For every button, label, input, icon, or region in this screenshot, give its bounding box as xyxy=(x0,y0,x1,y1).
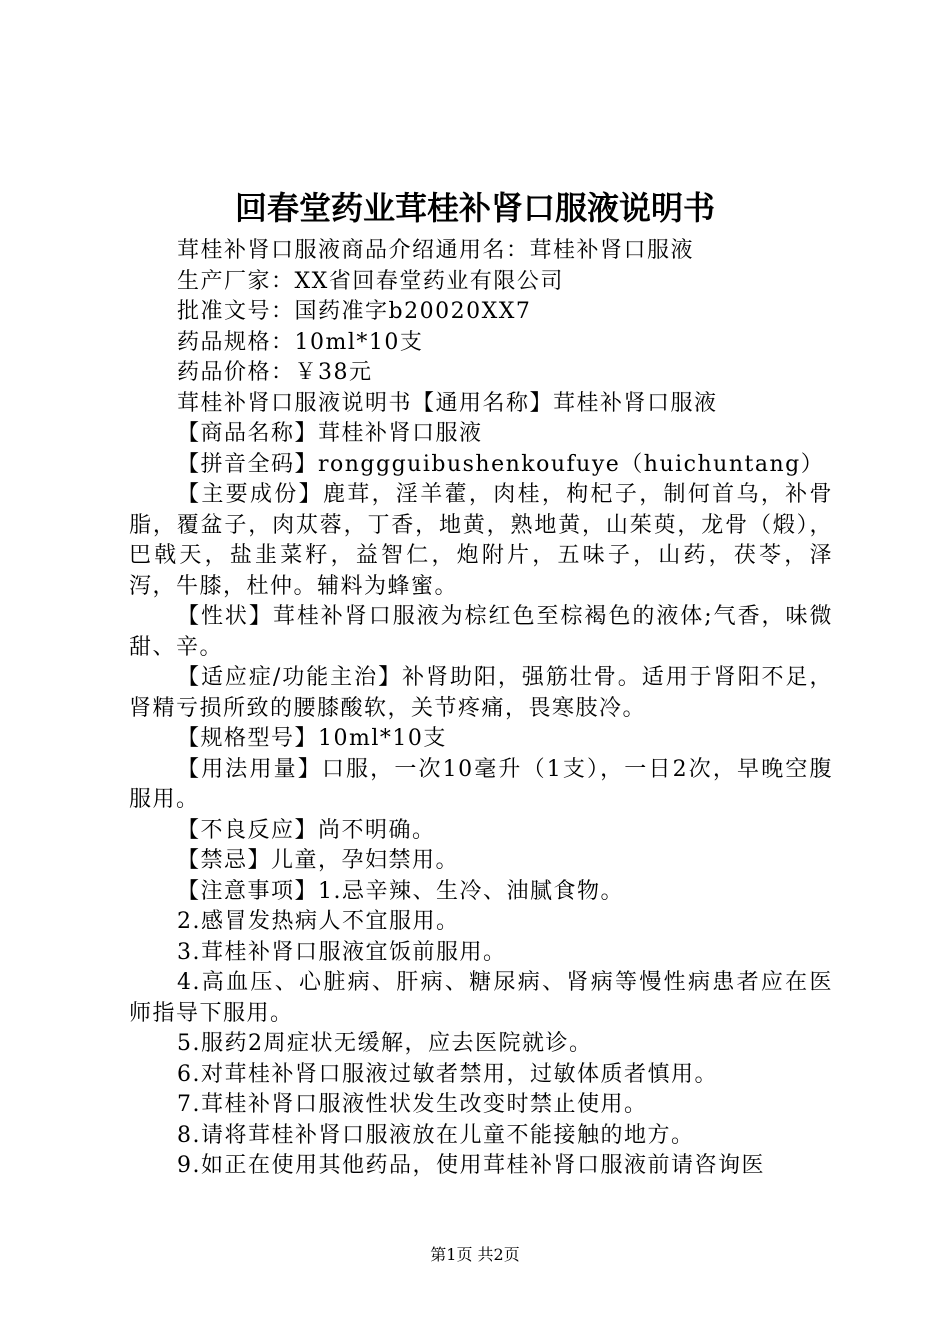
paragraph: 【商品名称】茸桂补肾口服液 xyxy=(177,421,483,446)
page-footer: 第1页 共2页 xyxy=(430,1245,520,1264)
paragraph: 【禁忌】儿童，孕妇禁用。 xyxy=(177,848,460,873)
paragraph: 【规格型号】10ml*10支 xyxy=(177,726,447,751)
paragraph: 药品价格：￥38元 xyxy=(177,360,373,385)
paragraph: 【注意事项】1.忌辛辣、生冷、油腻食物。 xyxy=(177,878,624,904)
paragraph: 6.对茸桂补肾口服液过敏者禁用，过敏体质者慎用。 xyxy=(177,1061,718,1087)
paragraph: 8.请将茸桂补肾口服液放在儿童不能接触的地方。 xyxy=(177,1122,695,1148)
paragraph: 茸桂补肾口服液说明书【通用名称】茸桂补肾口服液 xyxy=(177,390,718,416)
paragraph: 【性状】茸桂补肾口服液为棕红色至棕褐色的液体;气香，味微甜、辛。 xyxy=(129,604,833,660)
paragraph: 3.茸桂补肾口服液宜饭前服用。 xyxy=(177,939,507,965)
document-body xyxy=(129,236,833,1182)
paragraph: 9.如正在使用其他药品，使用茸桂补肾口服液前请咨询医 xyxy=(177,1153,765,1178)
paragraph: 4.高血压、心脏病、肝病、糖尿病、肾病等慢性病患者应在医师指导下服用。 xyxy=(129,970,833,1026)
paragraph: 【适应症/功能主治】补肾助阳，强筋壮骨。适用于肾阳不足，肾精亏损所致的腰膝酸软，关节疼痛，畏寒肢冷。 xyxy=(129,665,833,721)
paragraph: 【不良反应】尚不明确。 xyxy=(177,817,436,843)
paragraph: 【主要成份】鹿茸，淫羊藿，肉桂，枸杞子，制何首乌，补骨脂，覆盆子，肉苁蓉，丁香，地黄，熟地黄，山茱萸，龙骨（煅），巴戟天，盐韭菜籽，益智仁，炮附片，五味子，山药，茯苓，泽泻，牛膝，杜仲。辅料为蜂蜜。 xyxy=(129,482,833,599)
document-title: 回春堂药业茸桂补肾口服液说明书 xyxy=(234,189,715,227)
paragraph: 5.服药2周症状无缓解，应去医院就诊。 xyxy=(177,1031,593,1056)
paragraph: 【拼音全码】ronggguibushenkoufuye（huichuntang） xyxy=(177,451,825,477)
paragraph: 7.茸桂补肾口服液性状发生改变时禁止使用。 xyxy=(177,1092,648,1117)
paragraph: 生产厂家：XX省回春堂药业有限公司 xyxy=(177,268,564,294)
paragraph: 2.感冒发热病人不宜服用。 xyxy=(177,909,460,934)
paragraph: 批准文号：国药准字b20020XX7 xyxy=(177,299,532,324)
paragraph: 茸桂补肾口服液商品介绍通用名：茸桂补肾口服液 xyxy=(177,238,695,263)
paragraph: 【用法用量】口服，一次10毫升（1支），一日2次，早晚空腹服用。 xyxy=(129,756,833,812)
paragraph: 药品规格：10ml*10支 xyxy=(177,329,424,355)
